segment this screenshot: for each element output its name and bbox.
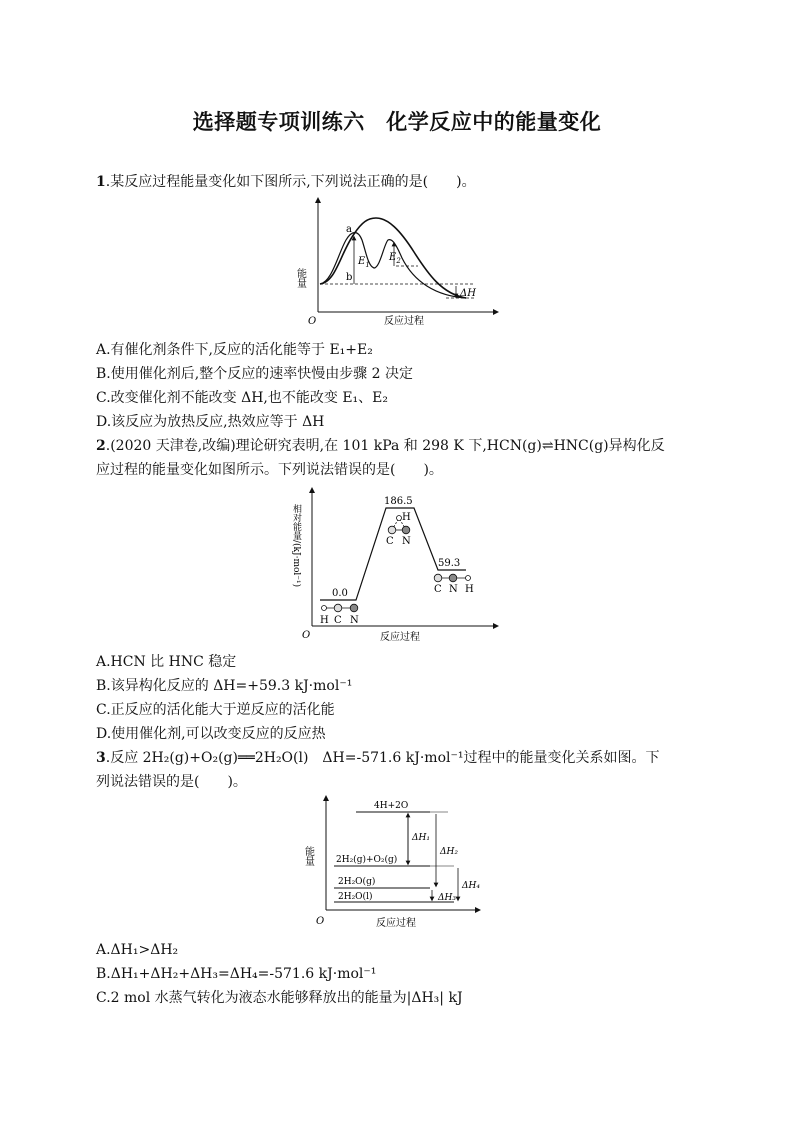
q3-option-c[interactable]: C.2 mol 水蒸气转化为液态水能够释放出的能量为|ΔH₃| kJ — [96, 990, 463, 1006]
atom-label-start-3: N — [350, 615, 359, 626]
question-2-text: .(2020 天津卷,改编)理论研究表明,在 101 kPa 和 298 K 下,HCN(g)⇌HNC(g)异构化反 — [105, 438, 665, 454]
q1-option-c[interactable]: C.改变催化剂不能改变 ΔH,也不能改变 E₁、E₂ — [96, 390, 388, 406]
q3-option-a[interactable]: A.ΔH₁>ΔH₂ — [96, 942, 179, 958]
question-1-text: .某反应过程能量变化如下图所示,下列说法正确的是( )。 — [105, 174, 476, 190]
atom-n-ts — [402, 526, 410, 534]
e2-label: $E_2$ — [389, 252, 401, 265]
atom-c-ts — [388, 526, 396, 534]
question-2-stem-line1 — [96, 436, 665, 456]
atom-label-end-1: C — [434, 584, 442, 595]
question-1-stem — [96, 172, 476, 192]
dh4-label: ΔH₄ — [462, 881, 480, 891]
atom-label-ts-3: N — [402, 536, 411, 547]
origin-label: O — [316, 916, 325, 927]
x-axis-label: 反应过程 — [380, 632, 420, 643]
level2-label: 2H₂(g)+O₂(g) — [336, 855, 398, 865]
question-1-number: 1 — [96, 174, 106, 190]
question-3-stem-line2: 列说法错误的是( )。 — [96, 774, 247, 790]
question-3-text: .反应 2H₂(g)+O₂(g)══2H₂O(l) ΔH=-571.6 kJ·mol⁻¹过程中的能量变化关系如图。下 — [105, 750, 660, 766]
q2-option-d[interactable]: D.使用催化剂,可以改变反应的反应热 — [96, 726, 326, 742]
atom-c-start — [334, 604, 342, 612]
level-ts-label: 186.5 — [384, 496, 413, 507]
level-end-label: 59.3 — [438, 558, 461, 569]
q2-energy-diagram — [290, 484, 502, 646]
atom-label-end-3: H — [465, 584, 474, 595]
level-start-label: 0.0 — [332, 588, 348, 599]
dh3-label: ΔH₃ — [438, 893, 456, 903]
q3-option-b[interactable]: B.ΔH₁+ΔH₂+ΔH₃=ΔH₄=-571.6 kJ·mol⁻¹ — [96, 966, 377, 982]
atom-h-ts — [397, 516, 402, 521]
energy-profile — [320, 508, 466, 600]
level4-label: 2H₂O(l) — [338, 892, 373, 902]
atom-n-start — [350, 604, 358, 612]
atom-label-ts-1: H — [402, 512, 411, 523]
q2-option-a[interactable]: A.HCN 比 HNC 稳定 — [96, 654, 237, 670]
dh-label: ΔH — [460, 288, 476, 299]
x-axis-label: 反应过程 — [384, 316, 424, 327]
level3-label: 2H₂O(g) — [338, 877, 376, 887]
q1-option-b[interactable]: B.使用催化剂后,整个反应的速率快慢由步骤 2 决定 — [96, 366, 413, 382]
q2-option-b[interactable]: B.该异构化反应的 ΔH=+59.3 kJ·mol⁻¹ — [96, 678, 353, 694]
question-2-stem-line2: 应过程的能量变化如图所示。下列说法错误的是( )。 — [96, 462, 443, 478]
x-axis-label: 反应过程 — [376, 918, 416, 929]
origin-label: O — [308, 316, 317, 327]
atom-label-start-2: C — [334, 615, 342, 626]
page-title: 选择题专项训练六 化学反应中的能量变化 — [192, 110, 602, 134]
q1-option-a[interactable]: A.有催化剂条件下,反应的活化能等于 E₁+E₂ — [96, 342, 373, 358]
y-axis-label: 能量 — [302, 846, 314, 866]
question-2-number: 2 — [96, 438, 106, 454]
y-axis-label: 能量 — [294, 268, 306, 288]
q1-energy-diagram — [296, 194, 506, 330]
dh1-label: ΔH₁ — [412, 833, 430, 843]
atom-h-end — [466, 576, 471, 581]
q2-option-c[interactable]: C.正反应的活化能大于逆反应的活化能 — [96, 702, 335, 718]
atom-label-ts-2: C — [386, 536, 394, 547]
origin-label: O — [302, 630, 311, 641]
y-axis-label: 相对能量/(kJ·mol⁻¹) — [291, 504, 301, 588]
level1-label: 4H+2O — [374, 801, 409, 811]
dh2-label: ΔH₂ — [440, 847, 458, 857]
atom-c-end — [434, 574, 442, 582]
question-3-number: 3 — [96, 750, 106, 766]
curve-b-label: b — [346, 272, 353, 283]
q3-energy-diagram — [304, 794, 500, 932]
question-3-stem-line1 — [96, 748, 659, 768]
q1-option-d[interactable]: D.该反应为放热反应,热效应等于 ΔH — [96, 414, 325, 430]
atom-h-start — [322, 606, 327, 611]
atom-n-end — [449, 574, 457, 582]
atom-label-start-1: H — [320, 615, 329, 626]
curve-a-label: a — [346, 224, 352, 235]
atom-label-end-2: N — [449, 584, 458, 595]
e1-label: $E_1$ — [358, 256, 370, 269]
